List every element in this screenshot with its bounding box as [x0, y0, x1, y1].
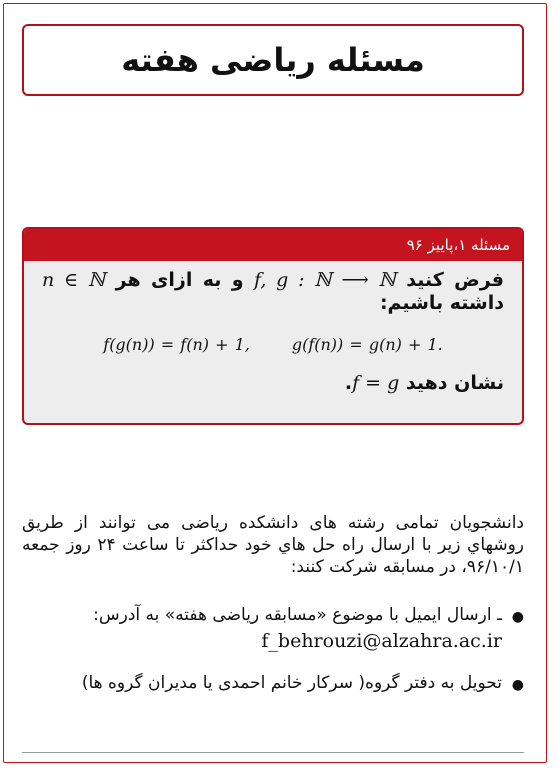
bullet-list	[22, 604, 524, 716]
statement-part1: فرض کنید	[406, 269, 504, 291]
list-item	[22, 672, 524, 696]
bullet-text-email: ـ ارسال ایمیل با موضوع «مسابقه ریاضی هفته» به آدرس:	[93, 605, 502, 625]
equation-left: f(g(n)) = f(n) + 1,	[103, 335, 250, 354]
problem-header: مسئله ۱،پاییز ۹۶	[24, 229, 522, 261]
email-link[interactable]: f_behrouzi@alzahra.ac.ir	[261, 630, 502, 652]
problem-conclusion	[42, 372, 504, 394]
problem-statement	[42, 269, 504, 315]
bullet-icon: ●	[511, 609, 524, 625]
statement-part2: و به ازای هر	[115, 269, 244, 291]
list-item	[22, 604, 524, 652]
footer-divider	[22, 752, 524, 753]
math-n-in-naturals: n ∈ ℕ	[42, 269, 106, 291]
math-function-definition: f, g : ℕ ⟶ ℕ	[253, 269, 396, 291]
statement-part3: داشته باشیم:	[379, 292, 504, 314]
equation-right: g(f(n)) = g(n) + 1.	[291, 335, 443, 354]
conclusion-end: .	[344, 372, 353, 394]
problem-box	[22, 227, 524, 425]
bullet-icon: ●	[511, 677, 524, 693]
page-title: مسئله ریاضی هفته	[121, 41, 425, 79]
conclusion-word: نشان دهید	[405, 372, 504, 394]
title-box	[22, 24, 524, 96]
equation-line	[42, 335, 504, 354]
bullet-text-delivery: تحویل به دفتر گروه( سرکار خانم احمدی یا مدیران گروه ها)	[81, 673, 502, 693]
problem-body	[24, 261, 522, 394]
conclusion-math: f = g	[352, 372, 400, 394]
info-paragraph: دانشجویان تمامی رشته های دانشکده ریاضی می توانند از طریق روشهاي زیر با ارسال راه حل هاي خود حداکثر تا ساعت ۲۴ روز جمعه ۹۶/۱۰/۱، در مسابقه شرکت کنند:	[22, 513, 524, 577]
